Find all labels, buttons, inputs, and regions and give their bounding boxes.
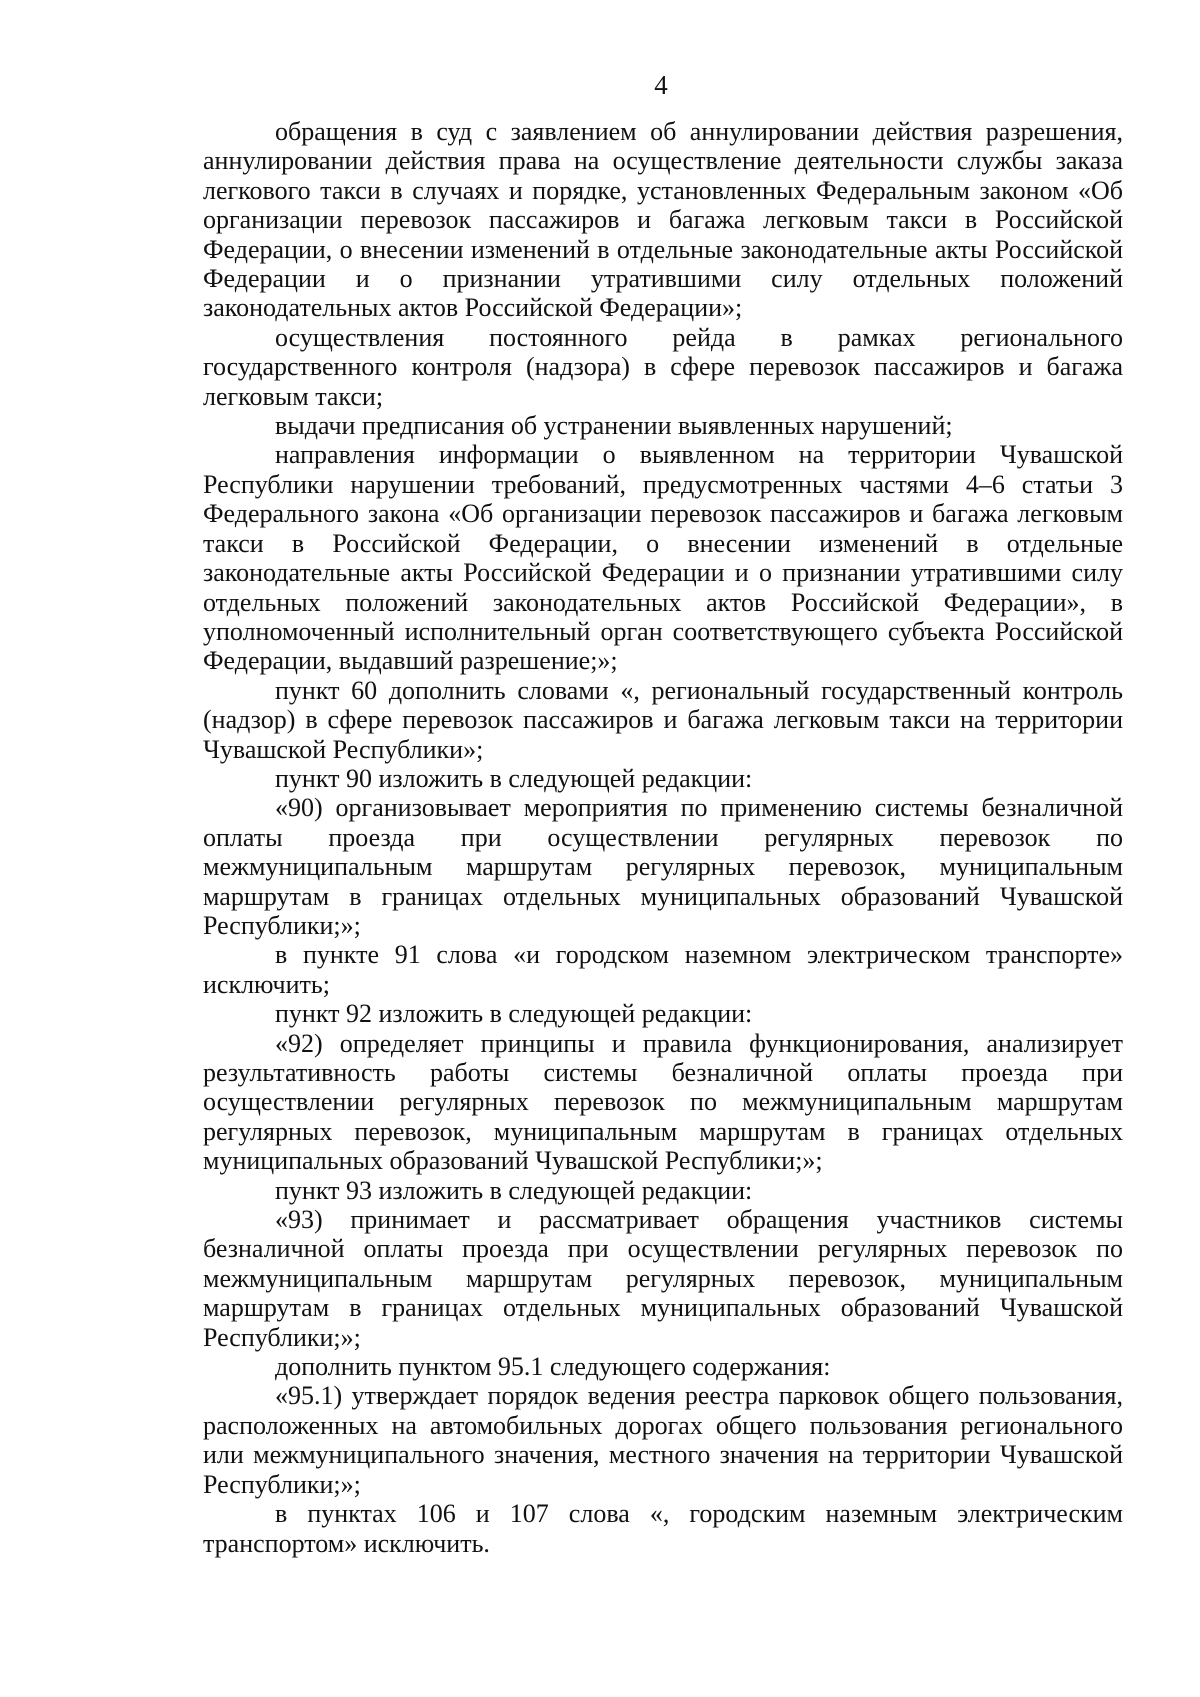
paragraph: осуществления постоянного рейда в рамках регионального государственного контроля (надзора) в сфере перевозок пассажиров и багажа легковым такси; <box>203 322 1123 411</box>
paragraph: пункт 90 изложить в следующей редакции: <box>275 763 753 793</box>
paragraph: «93) принимает и рассматривает обращения участников системы безналичной оплаты проезда при осуществлении регулярных перевозок по межмуниципальным маршрутам регулярных перевозок, муниципальным маршрутам в границах отдельных муниципальных образований Чувашской Республики;»; <box>203 1205 1123 1352</box>
paragraph: пункт 93 изложить в следующей редакции: <box>275 1175 753 1205</box>
paragraph: пункт 92 изложить в следующей редакции: <box>275 999 753 1029</box>
paragraph: дополнить пунктом 95.1 следующего содержания: <box>275 1352 831 1382</box>
paragraph: выдачи предписания об устранении выявленных нарушений; <box>275 411 953 441</box>
paragraph: пункт 60 дополнить словами «, региональный государственный контроль (надзор) в сфере перевозок пассажиров и багажа легковым такси на территории Чувашской Республики»; <box>203 675 1123 764</box>
paragraph: в пунктах 106 и 107 слова «, городским наземным электрическим транспортом» исключить. <box>203 1499 1123 1558</box>
document-body <box>203 117 1123 1558</box>
paragraph: в пункте 91 слова «и городском наземном электрическом транспорте» исключить; <box>203 940 1123 999</box>
paragraph: обращения в суд с заявлением об аннулировании действия разрешения, аннулировании действия права на осуществление деятельности службы заказа легкового такси в случаях и порядке, установленных Федеральным законом «Об организации перевозок пассажиров и багажа легковым такси в Российской Федерации, о внесении изменений в отдельные законодательные акты Российской Федерации и о признании утратившими силу отдельных положений законодательных актов Российской Федерации»; <box>203 117 1123 323</box>
paragraph: «95.1) утверждает порядок ведения реестра парковок общего пользования, расположенных на автомобильных дорогах общего пользования регионального или межмуниципального значения, местного значения на территории Чувашской Республики;»; <box>203 1381 1123 1499</box>
page-number: 4 <box>654 70 668 100</box>
paragraph: направления информации о выявленном на территории Чувашской Республики нарушении требований, предусмотренных частями 4–6 статьи 3 Федерального закона «Об организации перевозок пассажиров и багажа легковым такси в Российской Федерации, о внесении изменений в отдельные законодательные акты Российской Федерации и о признании утратившими силу отдельных положений законодательных актов Российской Федерации», в уполномоченный исполнительный орган соответствующего субъекта Российской Федерации, выдавший разрешение;»; <box>203 440 1123 676</box>
paragraph: «90) организовывает мероприятия по применению системы безналичной оплаты проезда при осуществлении регулярных перевозок по межмуниципальным маршрутам регулярных перевозок, муниципальным маршрутам в границах отдельных муниципальных образований Чувашской Республики;»; <box>203 793 1123 940</box>
paragraph: «92) определяет принципы и правила функционирования, анализирует результативность работы системы безналичной оплаты проезда при осуществлении регулярных перевозок по межмуниципальным маршрутам регулярных перевозок, муниципальным маршрутам в границах отдельных муниципальных образований Чувашской Республики;»; <box>203 1028 1123 1176</box>
